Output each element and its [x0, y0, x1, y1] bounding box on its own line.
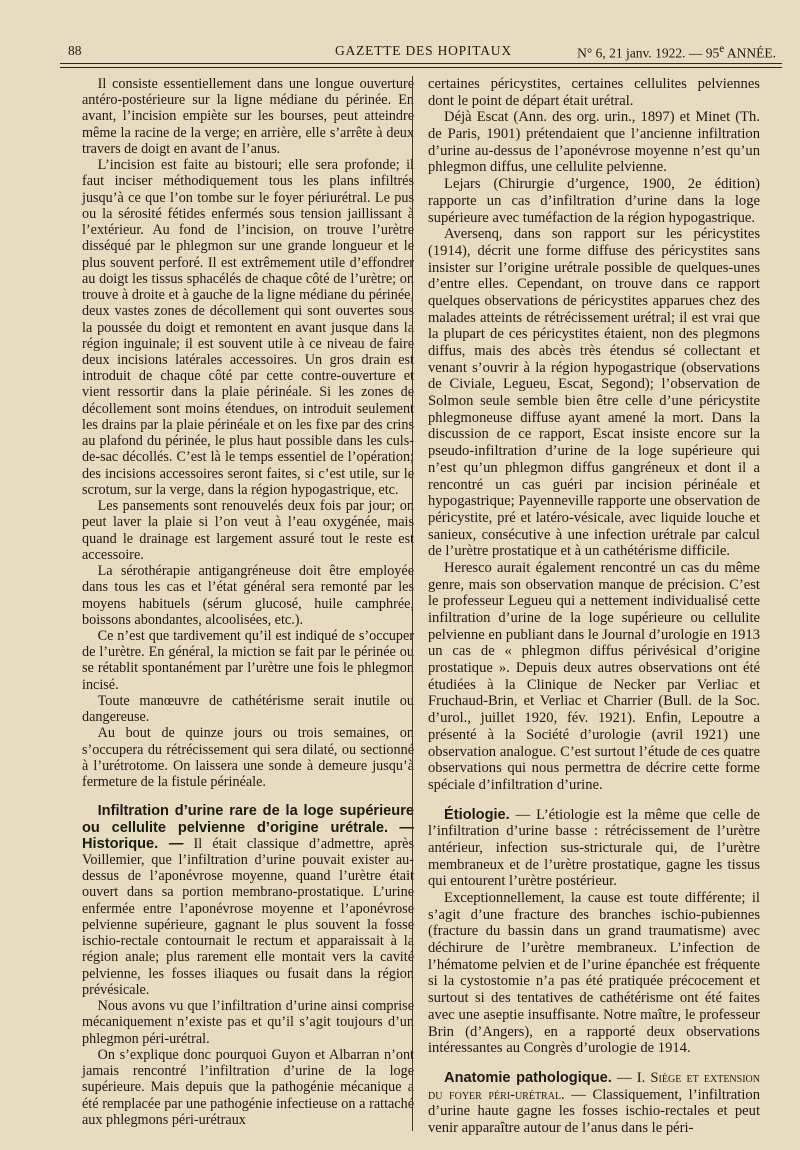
paragraph: Ce n’est que tardivement qu’il est indiqué de s’occuper de l’urètre. En général, la miction se fait par le périnée ou se rétablit spontanément par l’urètre une fois le phlegmon incisé. — [82, 627, 414, 693]
left-column — [82, 76, 414, 1128]
paragraph: Aversenq, dans son rapport sur les péricystites (1914), décrit une forme diffuse des péricystites sans insister sur l’origine urétrale possible de quelques-unes d’entre elles. Cependant, on trouve dans ce rapport quelques observations de péricystites apparues chez des malades atteints de rétrécissement urétral; il est vrai que la plupart de ces péricystites étaient, non des plegmons diffus, mais des abcès très étendus sé collectant et venant s’ouvrir à la région hypogastrique (observations de Civiale, Legueu, Escat, Segond); l’observation de Solmon seule semble bien être celle d’une péricystite phlegmoneuse diffuse ayant amené la mort. Dans la discussion de ce rapport, Escat insiste encore sur la pseudo-infiltration d’urine de la loge supérieure qui n’est qu’un phlegmon diffus gangréneux et dont il a rencontré un cas guéri par incision périnéale et hypogastrique; Payenneville rapporte une observation de péricystite, pré et latéro-vésicale, avec liquide louche et sanieux, consécutive à une infection urétrale par calcul de l’urètre prostatique et à un cathétérisme difficile. — [428, 226, 760, 560]
paragraph: Toute manœuvre de cathétérisme serait inutile ou dangereuse. — [82, 692, 414, 726]
running-header — [60, 40, 782, 64]
paragraph: La sérothérapie antigangréneuse doit être employée dans tous les cas et l’état général sera remonté par les moyens habituels (sérum glucosé, huile camphrée, boissons abondantes, alcoolisées, etc.). — [82, 563, 414, 628]
right-column — [428, 76, 760, 1137]
issue-info — [577, 43, 776, 62]
paragraph: Il consiste essentiellement dans une longue ouverture antéro-postérieure sur la ligne médiane du périnée. En avant, l’incision empiète sur les bourses, peut atteindre même la racine de la verge; en arrière, elle s’arrête à deux travers de doigt en avant de l’anus. — [82, 76, 414, 157]
journal-title: GAZETTE DES HOPITAUX — [335, 43, 512, 58]
section-title: Infiltration d’urine rare de la loge supérieure ou cellulite pelvienne d’origine urétrale. — [82, 803, 414, 836]
issue-superscript: e — [719, 43, 725, 55]
paragraph: On s’explique donc pourquoi Guyon et Albarran n’ont jamais rencontré l’infiltration d’urine de la loge supérieure. Mais depuis que la pathogénie mécanique a été remplacée par une pathogénie infectieuse on a rattaché aux phlegmons péri-urétraux — [82, 1046, 414, 1128]
paragraph: Exceptionnellement, la cause est toute différente; il s’agit d’une fracture des branches ischio-pubiennes (fracture du bassin dans un grand traumatisme) avec déchirure de l’urètre membraneux. L’infection de l’hématome pelvien et de l’urine épanchée est fréquente si la cystostomie n’a pas été pratiquée précocement et surtout si des tentatives de cathétérisme ont été faites avec une aseptie insuffisante. Notre maître, le professeur Brin (d’Angers), en a rapporté deux observations intéressantes au Congrès d’urologie de 1914. — [428, 890, 760, 1057]
paragraph: L’incision est faite au bistouri; elle sera profonde; il faut inciser méthodiquement tous les plans infiltrés jusqu’à ce que l’on tombe sur le foyer périurétral. Le pus ou la sérosité fétides enfermés sous tension jaillissant à l’extérieur. Au fond de l’incision, on trouve l’urètre disséqué par le phlegmon sur une grande longueur et le plus souvent perforé. Il est extrêmement utile d’effondrer au doigt les tissus sphacélés de chaque côté de l’urètre; on trouve à droite et à gauche de la ligne médiane du périnée, deux vastes zones de décollement qui sont ouvertes sous la poussée du doigt et remontent en avant jusque dans la région inguinale; il est souvent utile à ce niveau de faire deux incisions latérales accessoires. Un gros drain est introduit de chaque côté par cette contre-ouverture et vient ressortir dans la plaie périnéale. Si les zones de décollement sont moins étendues, on introduit seulement les drains par la plaie périnéale et on les fixe par des crins au plafond du périnée, le plus haut possible dans les culs-de-sac décollés. C’est là le temps essentiel de l’opération; des incisions accessoires seront faites, si c’est utile, sur le scrotum, sur la verge, dans la région hypogastrique, etc. — [82, 157, 414, 498]
etiology-paragraph — [428, 807, 760, 890]
paragraph: Déjà Escat (Ann. des org. urin., 1897) et Minet (Th. de Paris, 1901) prétendaient que l’ancienne infiltration d’urine au-dessus de l’aponévrose moyenne n’est qu’un phlegmon diffus, une cellulite pelvienne. — [428, 109, 760, 176]
history-label: — Historique. — — [82, 819, 415, 852]
paragraph-text: — L’étiologie est la même que celle de l’infiltration d’urine basse : rétrécissement de l’urètre antérieur, infection sus-stricturale qui, de l’urètre membraneux et de l’urètre prostatique, gagne les tissus qui entourent l’urètre postérieur. — [428, 806, 761, 890]
section-paragraph — [82, 803, 414, 998]
paragraph: certaines péricystites, certaines cellulites pelviennes dont le point de départ était urétral. — [428, 76, 760, 109]
paragraph: Nous avons vu que l’infiltration d’urine ainsi comprise mécaniquement n’existe pas et qu’il s’agit toujours d’un phlegmon péri-urétral. — [82, 998, 414, 1047]
header-rule-thick — [60, 63, 782, 64]
paragraph-text: Il était classique d’admettre, après Voillemier, que l’infiltration d’urine pouvait exister au-dessus de l’aponévrose moyenne, quand l’urètre était ouvert dans sa portion membrano-prostatique. L’urine enfermée entre l’aponévrose moyenne et l’aponévrose pelvienne supérieure, gagnant le plus souvent la fosse ischio-rectale contournait le rectum et apparaissait à la région anale; plus rarement elle montait vers la cavité pelvienne, les fosses iliaques ou fusait dans la région prévésicale. — [82, 835, 414, 998]
etiology-heading: Étiologie. — [444, 806, 510, 823]
header-rule-thin — [60, 67, 782, 68]
anatomy-subheading: — I. Siège et extension du foyer péri-urétral. — — [428, 1069, 760, 1103]
paragraph: Heresco aurait également rencontré un cas du même genre, mais son observation manque de précision. C’est le professeur Legueu qui a nettement individualisé cette infiltration d’urine de la loge supérieure ou cellulite pelvienne en publiant dans le Journal d’urologie en 1913 un cas de « phlegmon diffus périvésical d’origine prostatique ». Depuis deux autres observations ont été étudiées à la Clinique de Necker par Verliac et Fruchaud-Brin, et Verliac et Charrier (Bull. de la Soc. d’urol., juillet 1920, fév. 1921). Enfin, Lepoutre a présenté à la Société d’urologie (avril 1921) une observation analogue. C’est surtout l’étude de ces quatre observations qui nous permettra de décrire cette forme spéciale d’infiltration d’urine. — [428, 559, 760, 793]
paragraph: Les pansements sont renouvelés deux fois par jour; on peut laver la plaie si l’on veut à l’eau oxygénée, mais quand le drainage est largement assuré tout le reste est accessoire. — [82, 498, 414, 563]
paragraph-text: Classiquement, l’infiltration d’urine haute gagne les fosses ischio-rectales et peut venir apparaître autour de l’anus dans le péri- — [428, 1086, 760, 1136]
paragraph: Lejars (Chirurgie d’urgence, 1900, 2e édition) rapporte un cas d’infiltration d’urine dans la loge supérieure avec tuméfaction de la région hypogastrique. — [428, 176, 760, 226]
page-number: 88 — [68, 43, 82, 58]
issue-date: N° 6, 21 janv. 1922. — 95 — [577, 45, 720, 61]
anatomy-heading: Anatomie pathologique. — [444, 1069, 612, 1086]
column-divider — [412, 76, 413, 1131]
paragraph: Au bout de quinze jours ou trois semaines, on s’occupera du rétrécissement qui sera dilaté, ou sectionné à l’urétrotome. On laissera une sonde à demeure jusqu’à fermeture de la fistule périnéale. — [82, 725, 414, 791]
issue-year: ANNÉE. — [724, 45, 776, 61]
anatomy-paragraph — [428, 1070, 760, 1137]
